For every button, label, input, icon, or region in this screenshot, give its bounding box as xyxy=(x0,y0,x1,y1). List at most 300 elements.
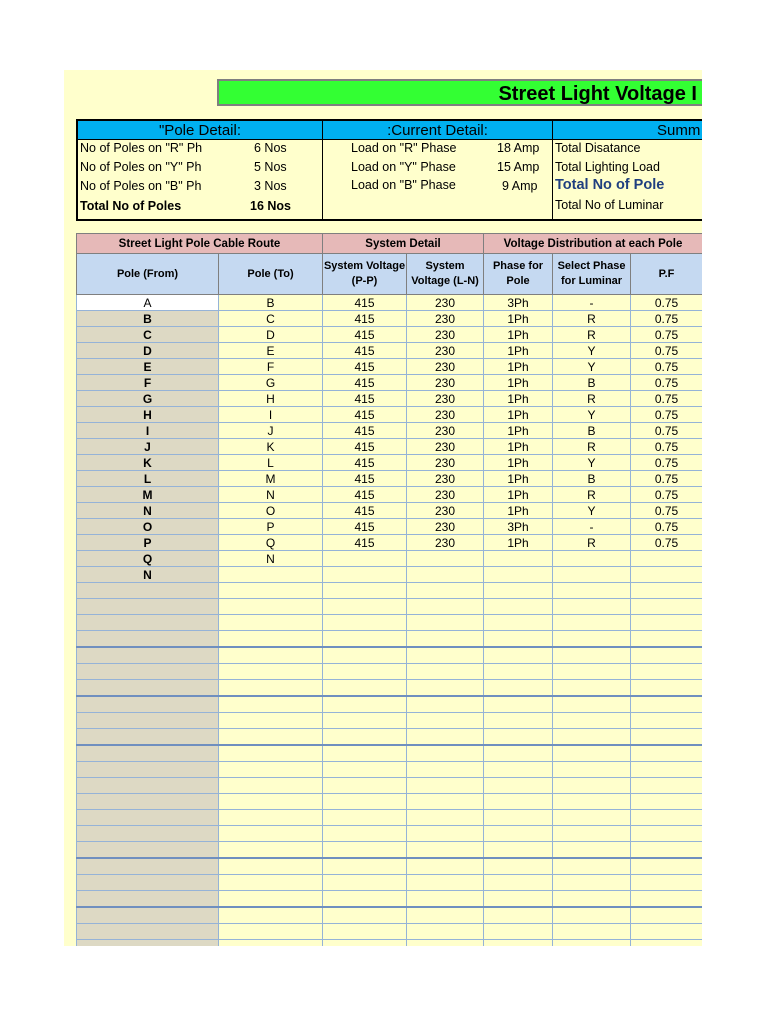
cell-pf[interactable] xyxy=(631,631,702,648)
cell-pole-to[interactable]: B xyxy=(219,295,323,311)
cell-voltage-pp[interactable] xyxy=(323,940,407,947)
cell-select-phase[interactable]: R xyxy=(553,311,631,327)
current-detail-header: :Current Detail: xyxy=(323,121,552,140)
cell-pole-from[interactable] xyxy=(77,631,219,648)
cell-pole-from[interactable]: F xyxy=(77,375,219,391)
cell-select-phase[interactable]: - xyxy=(553,295,631,311)
cell-phase-for-pole[interactable] xyxy=(484,713,553,729)
cell-voltage-ln[interactable] xyxy=(407,713,484,729)
cell-pole-to[interactable]: N xyxy=(219,551,323,567)
cell-phase-for-pole[interactable]: 1Ph xyxy=(484,471,553,487)
cell-pole-to[interactable] xyxy=(219,631,323,648)
cell-select-phase[interactable] xyxy=(553,631,631,648)
cell-pole-from[interactable] xyxy=(77,794,219,810)
cell-voltage-ln[interactable] xyxy=(407,583,484,599)
cell-pole-from[interactable] xyxy=(77,762,219,778)
cell-pole-to[interactable] xyxy=(219,875,323,891)
cell-select-phase[interactable] xyxy=(553,940,631,947)
cell-pole-from[interactable] xyxy=(77,583,219,599)
cell-pole-from[interactable]: D xyxy=(77,343,219,359)
cell-voltage-pp[interactable] xyxy=(323,615,407,631)
cell-voltage-ln[interactable]: 230 xyxy=(407,375,484,391)
cell-voltage-pp[interactable]: 415 xyxy=(323,535,407,551)
cell-pf[interactable]: 0.75 xyxy=(631,391,702,407)
cell-voltage-ln[interactable]: 230 xyxy=(407,343,484,359)
cell-pf[interactable] xyxy=(631,583,702,599)
cell-voltage-ln[interactable] xyxy=(407,680,484,697)
cell-pole-to[interactable]: O xyxy=(219,503,323,519)
cell-voltage-ln[interactable] xyxy=(407,762,484,778)
title-banner xyxy=(217,79,702,106)
cell-voltage-pp[interactable]: 415 xyxy=(323,423,407,439)
cell-phase-for-pole[interactable] xyxy=(484,940,553,947)
cell-pole-to[interactable] xyxy=(219,680,323,697)
cell-select-phase[interactable] xyxy=(553,842,631,859)
cell-voltage-ln[interactable] xyxy=(407,729,484,746)
cell-voltage-pp[interactable] xyxy=(323,810,407,826)
cell-pole-from[interactable] xyxy=(77,696,219,713)
cell-phase-for-pole[interactable]: 1Ph xyxy=(484,455,553,471)
cell-pole-to[interactable]: E xyxy=(219,343,323,359)
pole-y-label: No of Poles on "Y" Ph xyxy=(80,160,202,174)
cell-pole-to[interactable]: L xyxy=(219,455,323,471)
cell-pole-from[interactable]: A xyxy=(77,295,219,311)
cell-voltage-pp[interactable]: 415 xyxy=(323,471,407,487)
cell-pf[interactable]: 0.75 xyxy=(631,519,702,535)
cell-phase-for-pole[interactable] xyxy=(484,891,553,908)
cell-phase-for-pole[interactable] xyxy=(484,599,553,615)
cell-pole-from[interactable] xyxy=(77,875,219,891)
cell-pf[interactable]: 0.75 xyxy=(631,311,702,327)
cell-voltage-pp[interactable] xyxy=(323,680,407,697)
cell-voltage-pp[interactable]: 415 xyxy=(323,407,407,423)
cell-select-phase[interactable] xyxy=(553,907,631,924)
cell-voltage-ln[interactable]: 230 xyxy=(407,423,484,439)
cell-phase-for-pole[interactable] xyxy=(484,810,553,826)
cell-voltage-ln[interactable]: 230 xyxy=(407,391,484,407)
cell-phase-for-pole[interactable] xyxy=(484,680,553,697)
cell-pole-from[interactable]: H xyxy=(77,407,219,423)
cell-pf[interactable] xyxy=(631,615,702,631)
cell-phase-for-pole[interactable] xyxy=(484,729,553,746)
cell-pole-to[interactable] xyxy=(219,810,323,826)
cell-select-phase[interactable] xyxy=(553,794,631,810)
cell-voltage-pp[interactable] xyxy=(323,778,407,794)
cell-pole-to[interactable]: F xyxy=(219,359,323,375)
cell-pf[interactable] xyxy=(631,826,702,842)
cell-phase-for-pole[interactable] xyxy=(484,907,553,924)
cell-pole-to[interactable]: Q xyxy=(219,535,323,551)
cell-pf[interactable]: 0.75 xyxy=(631,471,702,487)
cell-phase-for-pole[interactable] xyxy=(484,745,553,762)
cell-voltage-ln[interactable]: 230 xyxy=(407,455,484,471)
cell-pole-to[interactable] xyxy=(219,713,323,729)
cell-pole-to[interactable] xyxy=(219,696,323,713)
cell-pole-from[interactable] xyxy=(77,647,219,664)
cell-pf[interactable] xyxy=(631,907,702,924)
cell-select-phase[interactable] xyxy=(553,924,631,940)
cell-phase-for-pole[interactable] xyxy=(484,551,553,567)
cell-voltage-pp[interactable]: 415 xyxy=(323,391,407,407)
cell-pf[interactable] xyxy=(631,940,702,947)
cell-select-phase[interactable]: B xyxy=(553,471,631,487)
cell-voltage-pp[interactable] xyxy=(323,745,407,762)
cell-voltage-pp[interactable]: 415 xyxy=(323,487,407,503)
cell-voltage-pp[interactable] xyxy=(323,729,407,746)
cell-pole-to[interactable] xyxy=(219,567,323,583)
cell-phase-for-pole[interactable]: 1Ph xyxy=(484,327,553,343)
cell-voltage-ln[interactable]: 230 xyxy=(407,439,484,455)
cell-select-phase[interactable] xyxy=(553,713,631,729)
cell-select-phase[interactable]: R xyxy=(553,535,631,551)
cell-pole-to[interactable] xyxy=(219,762,323,778)
cell-pf[interactable] xyxy=(631,810,702,826)
cell-phase-for-pole[interactable] xyxy=(484,924,553,940)
cell-pf[interactable] xyxy=(631,713,702,729)
cell-pole-to[interactable] xyxy=(219,664,323,680)
cell-voltage-ln[interactable] xyxy=(407,551,484,567)
cell-phase-for-pole[interactable] xyxy=(484,858,553,875)
cell-pole-to[interactable]: P xyxy=(219,519,323,535)
cell-phase-for-pole[interactable]: 1Ph xyxy=(484,423,553,439)
cell-pole-from[interactable] xyxy=(77,858,219,875)
cell-voltage-pp[interactable]: 415 xyxy=(323,327,407,343)
cell-phase-for-pole[interactable]: 1Ph xyxy=(484,439,553,455)
cell-voltage-pp[interactable]: 415 xyxy=(323,295,407,311)
cell-voltage-ln[interactable] xyxy=(407,891,484,908)
cell-voltage-pp[interactable]: 415 xyxy=(323,343,407,359)
cell-voltage-ln[interactable] xyxy=(407,664,484,680)
cell-pole-from[interactable] xyxy=(77,826,219,842)
cell-pole-from[interactable]: G xyxy=(77,391,219,407)
cell-voltage-ln[interactable] xyxy=(407,875,484,891)
cell-pole-to[interactable] xyxy=(219,647,323,664)
cell-voltage-pp[interactable] xyxy=(323,842,407,859)
cell-pole-to[interactable] xyxy=(219,615,323,631)
cell-voltage-ln[interactable]: 230 xyxy=(407,471,484,487)
cell-select-phase[interactable] xyxy=(553,778,631,794)
cell-phase-for-pole[interactable] xyxy=(484,696,553,713)
cell-pf[interactable] xyxy=(631,891,702,908)
cell-pf[interactable] xyxy=(631,551,702,567)
cell-voltage-pp[interactable] xyxy=(323,631,407,648)
load-y-label: Load on "Y" Phase xyxy=(351,160,456,174)
cell-voltage-ln[interactable]: 230 xyxy=(407,407,484,423)
cell-voltage-ln[interactable]: 230 xyxy=(407,487,484,503)
cell-voltage-ln[interactable] xyxy=(407,778,484,794)
cell-pf[interactable] xyxy=(631,729,702,746)
cell-select-phase[interactable]: Y xyxy=(553,343,631,359)
table-row xyxy=(77,535,703,551)
cell-select-phase[interactable] xyxy=(553,696,631,713)
cell-pf[interactable] xyxy=(631,924,702,940)
cell-pole-from[interactable]: M xyxy=(77,487,219,503)
cell-pole-from[interactable] xyxy=(77,599,219,615)
cell-pole-from[interactable] xyxy=(77,907,219,924)
cell-voltage-pp[interactable]: 415 xyxy=(323,311,407,327)
cell-pole-from[interactable] xyxy=(77,615,219,631)
cell-pf[interactable]: 0.75 xyxy=(631,439,702,455)
cell-pf[interactable] xyxy=(631,680,702,697)
cell-voltage-ln[interactable] xyxy=(407,745,484,762)
cell-select-phase[interactable]: Y xyxy=(553,407,631,423)
cell-voltage-ln[interactable] xyxy=(407,924,484,940)
cell-phase-for-pole[interactable]: 3Ph xyxy=(484,519,553,535)
cell-voltage-pp[interactable] xyxy=(323,551,407,567)
cell-pole-from[interactable]: I xyxy=(77,423,219,439)
cell-pole-from[interactable]: L xyxy=(77,471,219,487)
cell-pole-from[interactable] xyxy=(77,729,219,746)
cell-select-phase[interactable] xyxy=(553,891,631,908)
cell-select-phase[interactable]: Y xyxy=(553,455,631,471)
cell-voltage-pp[interactable] xyxy=(323,794,407,810)
cell-voltage-ln[interactable] xyxy=(407,842,484,859)
table-row xyxy=(77,311,703,327)
cell-voltage-ln[interactable]: 230 xyxy=(407,327,484,343)
cell-pf[interactable]: 0.75 xyxy=(631,343,702,359)
cell-select-phase[interactable]: - xyxy=(553,519,631,535)
cell-select-phase[interactable] xyxy=(553,875,631,891)
cell-pf[interactable] xyxy=(631,842,702,859)
cell-select-phase[interactable] xyxy=(553,858,631,875)
cell-pole-from[interactable] xyxy=(77,891,219,908)
cell-pole-to[interactable] xyxy=(219,842,323,859)
cell-voltage-ln[interactable] xyxy=(407,599,484,615)
cell-select-phase[interactable] xyxy=(553,680,631,697)
cell-pf[interactable]: 0.75 xyxy=(631,375,702,391)
cell-select-phase[interactable] xyxy=(553,599,631,615)
cell-pole-to[interactable] xyxy=(219,778,323,794)
cell-voltage-ln[interactable] xyxy=(407,631,484,648)
cell-pf[interactable] xyxy=(631,664,702,680)
cell-select-phase[interactable] xyxy=(553,826,631,842)
cell-pole-to[interactable]: D xyxy=(219,327,323,343)
cell-select-phase[interactable]: B xyxy=(553,423,631,439)
cell-voltage-ln[interactable] xyxy=(407,810,484,826)
cell-phase-for-pole[interactable] xyxy=(484,842,553,859)
cell-voltage-ln[interactable] xyxy=(407,647,484,664)
cell-phase-for-pole[interactable] xyxy=(484,615,553,631)
cell-pole-to[interactable] xyxy=(219,907,323,924)
cell-pole-to[interactable] xyxy=(219,940,323,947)
cell-voltage-pp[interactable]: 415 xyxy=(323,439,407,455)
cell-phase-for-pole[interactable] xyxy=(484,647,553,664)
load-y-value: 15 Amp xyxy=(497,160,540,174)
cell-voltage-ln[interactable]: 230 xyxy=(407,295,484,311)
cell-pf[interactable]: 0.75 xyxy=(631,487,702,503)
cell-pf[interactable]: 0.75 xyxy=(631,407,702,423)
cell-pf[interactable] xyxy=(631,762,702,778)
cell-voltage-pp[interactable] xyxy=(323,567,407,583)
cell-voltage-pp[interactable] xyxy=(323,907,407,924)
cell-voltage-pp[interactable]: 415 xyxy=(323,455,407,471)
cell-pole-to[interactable]: G xyxy=(219,375,323,391)
cell-pole-from[interactable] xyxy=(77,680,219,697)
cell-pole-to[interactable] xyxy=(219,826,323,842)
cell-pf[interactable] xyxy=(631,599,702,615)
cell-phase-for-pole[interactable] xyxy=(484,631,553,648)
cell-select-phase[interactable]: Y xyxy=(553,359,631,375)
cell-voltage-ln[interactable]: 230 xyxy=(407,519,484,535)
cell-voltage-ln[interactable] xyxy=(407,696,484,713)
cell-select-phase[interactable] xyxy=(553,664,631,680)
cell-select-phase[interactable] xyxy=(553,615,631,631)
cell-phase-for-pole[interactable]: 1Ph xyxy=(484,487,553,503)
cell-voltage-pp[interactable] xyxy=(323,875,407,891)
cell-pf[interactable]: 0.75 xyxy=(631,455,702,471)
cell-voltage-pp[interactable] xyxy=(323,924,407,940)
cell-voltage-pp[interactable] xyxy=(323,696,407,713)
cell-voltage-pp[interactable]: 415 xyxy=(323,503,407,519)
cell-pole-to[interactable] xyxy=(219,858,323,875)
cell-pole-to[interactable]: C xyxy=(219,311,323,327)
cell-voltage-pp[interactable] xyxy=(323,713,407,729)
cell-pole-to[interactable] xyxy=(219,583,323,599)
cell-pole-from[interactable]: E xyxy=(77,359,219,375)
cell-pf[interactable] xyxy=(631,875,702,891)
cell-pole-from[interactable] xyxy=(77,664,219,680)
cell-pole-from[interactable] xyxy=(77,713,219,729)
cell-voltage-ln[interactable]: 230 xyxy=(407,311,484,327)
cell-select-phase[interactable] xyxy=(553,810,631,826)
cell-pole-from[interactable]: P xyxy=(77,535,219,551)
cell-voltage-pp[interactable]: 415 xyxy=(323,519,407,535)
cell-select-phase[interactable] xyxy=(553,567,631,583)
cell-pf[interactable] xyxy=(631,794,702,810)
cell-pole-from[interactable]: C xyxy=(77,327,219,343)
cell-phase-for-pole[interactable]: 1Ph xyxy=(484,535,553,551)
cell-pole-to[interactable] xyxy=(219,891,323,908)
cell-voltage-pp[interactable] xyxy=(323,664,407,680)
cell-phase-for-pole[interactable]: 1Ph xyxy=(484,375,553,391)
cell-pf[interactable]: 0.75 xyxy=(631,535,702,551)
cell-pole-from[interactable]: K xyxy=(77,455,219,471)
cell-phase-for-pole[interactable]: 1Ph xyxy=(484,407,553,423)
cell-voltage-pp[interactable]: 415 xyxy=(323,359,407,375)
cell-pole-to[interactable]: K xyxy=(219,439,323,455)
cell-phase-for-pole[interactable] xyxy=(484,567,553,583)
cell-phase-for-pole[interactable]: 1Ph xyxy=(484,311,553,327)
cell-select-phase[interactable] xyxy=(553,647,631,664)
cell-voltage-ln[interactable]: 230 xyxy=(407,535,484,551)
cell-pole-from[interactable] xyxy=(77,924,219,940)
cell-voltage-pp[interactable] xyxy=(323,891,407,908)
cell-pole-to[interactable]: N xyxy=(219,487,323,503)
table-row xyxy=(77,487,703,503)
cell-voltage-pp[interactable] xyxy=(323,762,407,778)
cell-pf[interactable]: 0.75 xyxy=(631,359,702,375)
cell-pole-to[interactable] xyxy=(219,794,323,810)
cell-voltage-ln[interactable] xyxy=(407,794,484,810)
table-row xyxy=(77,858,703,875)
cell-voltage-ln[interactable]: 230 xyxy=(407,359,484,375)
cell-pole-from[interactable] xyxy=(77,745,219,762)
cell-select-phase[interactable]: R xyxy=(553,391,631,407)
cell-phase-for-pole[interactable] xyxy=(484,826,553,842)
cell-pole-to[interactable]: I xyxy=(219,407,323,423)
cell-pf[interactable] xyxy=(631,696,702,713)
cell-pole-to[interactable] xyxy=(219,729,323,746)
cell-pole-from[interactable]: N xyxy=(77,503,219,519)
cell-voltage-ln[interactable] xyxy=(407,907,484,924)
cell-phase-for-pole[interactable] xyxy=(484,762,553,778)
cell-voltage-pp[interactable] xyxy=(323,858,407,875)
cell-pole-to[interactable]: H xyxy=(219,391,323,407)
cell-pole-to[interactable]: M xyxy=(219,471,323,487)
cell-select-phase[interactable]: R xyxy=(553,439,631,455)
cell-phase-for-pole[interactable] xyxy=(484,778,553,794)
cell-pole-from[interactable]: Q xyxy=(77,551,219,567)
cell-select-phase[interactable]: B xyxy=(553,375,631,391)
cell-voltage-pp[interactable] xyxy=(323,647,407,664)
cell-select-phase[interactable]: Y xyxy=(553,503,631,519)
cell-phase-for-pole[interactable]: 1Ph xyxy=(484,391,553,407)
cell-pole-from[interactable]: J xyxy=(77,439,219,455)
cell-voltage-ln[interactable] xyxy=(407,858,484,875)
cell-voltage-pp[interactable] xyxy=(323,826,407,842)
cell-phase-for-pole[interactable]: 1Ph xyxy=(484,503,553,519)
cell-pole-from[interactable] xyxy=(77,778,219,794)
cell-pf[interactable]: 0.75 xyxy=(631,295,702,311)
cell-select-phase[interactable] xyxy=(553,762,631,778)
cell-pole-from[interactable]: O xyxy=(77,519,219,535)
cell-select-phase[interactable]: R xyxy=(553,327,631,343)
cell-phase-for-pole[interactable]: 1Ph xyxy=(484,343,553,359)
cell-pf[interactable]: 0.75 xyxy=(631,423,702,439)
cell-pole-from[interactable] xyxy=(77,940,219,947)
cell-pf[interactable]: 0.75 xyxy=(631,503,702,519)
cell-voltage-pp[interactable]: 415 xyxy=(323,375,407,391)
cell-pf[interactable] xyxy=(631,647,702,664)
cell-pf[interactable] xyxy=(631,778,702,794)
cell-select-phase[interactable]: R xyxy=(553,487,631,503)
cell-pole-from[interactable] xyxy=(77,842,219,859)
cell-phase-for-pole[interactable] xyxy=(484,583,553,599)
cell-pole-to[interactable]: J xyxy=(219,423,323,439)
cell-voltage-pp[interactable] xyxy=(323,583,407,599)
cell-voltage-pp[interactable] xyxy=(323,599,407,615)
cell-phase-for-pole[interactable]: 3Ph xyxy=(484,295,553,311)
cell-pole-to[interactable] xyxy=(219,924,323,940)
cell-select-phase[interactable] xyxy=(553,551,631,567)
cell-voltage-ln[interactable] xyxy=(407,615,484,631)
cell-voltage-ln[interactable] xyxy=(407,940,484,947)
cell-pf[interactable]: 0.75 xyxy=(631,327,702,343)
cell-phase-for-pole[interactable] xyxy=(484,664,553,680)
cell-pole-from[interactable] xyxy=(77,810,219,826)
cell-phase-for-pole[interactable]: 1Ph xyxy=(484,359,553,375)
cell-select-phase[interactable] xyxy=(553,729,631,746)
cell-pf[interactable] xyxy=(631,567,702,583)
cell-phase-for-pole[interactable] xyxy=(484,875,553,891)
cell-voltage-ln[interactable] xyxy=(407,826,484,842)
cell-pole-from[interactable]: B xyxy=(77,311,219,327)
cell-pole-from[interactable]: N xyxy=(77,567,219,583)
cell-pf[interactable] xyxy=(631,858,702,875)
cell-pole-to[interactable] xyxy=(219,599,323,615)
cell-select-phase[interactable] xyxy=(553,745,631,762)
cell-phase-for-pole[interactable] xyxy=(484,794,553,810)
pole-detail-section xyxy=(78,121,322,219)
cell-pf[interactable] xyxy=(631,745,702,762)
cell-voltage-ln[interactable] xyxy=(407,567,484,583)
cell-voltage-ln[interactable]: 230 xyxy=(407,503,484,519)
spreadsheet-sheet xyxy=(64,70,702,946)
summary-section xyxy=(553,121,702,219)
cell-pole-to[interactable] xyxy=(219,745,323,762)
cell-select-phase[interactable] xyxy=(553,583,631,599)
table-row xyxy=(77,891,703,908)
